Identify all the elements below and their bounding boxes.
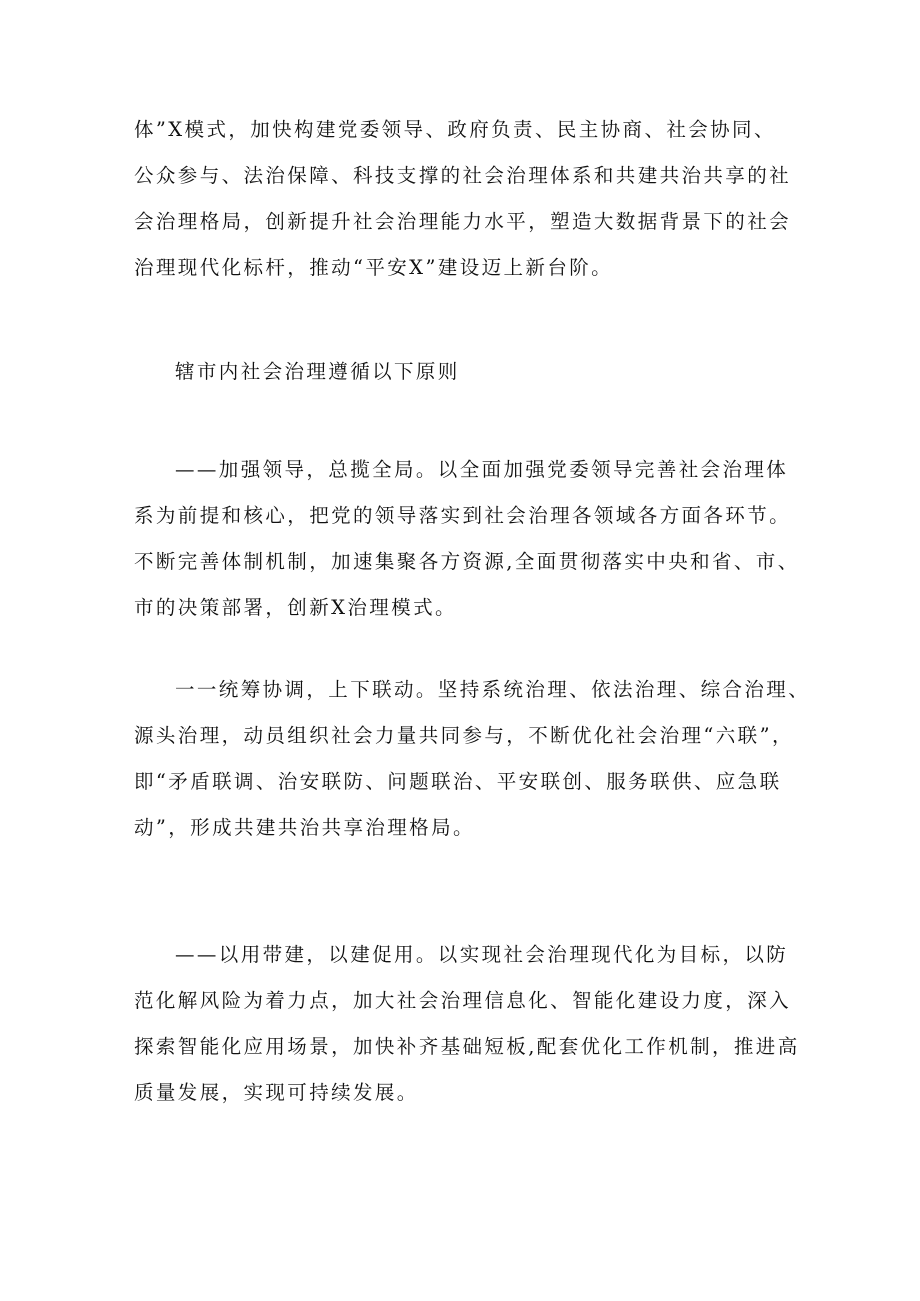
text-line: 公众参与、法治保障、科技支撑的社会治理体系和共建共治共享的社 xyxy=(134,164,792,187)
heading-text: 辖市内社会治理遵循以下原则 xyxy=(175,360,460,383)
text-line: 不断完善体制机制，加速集聚各方资源,全面贯彻落实中央和省、市、 xyxy=(134,550,800,573)
text-line: 一一统筹协调，上下联动。坚持系统治理、依法治理、综合治理、 xyxy=(175,678,811,701)
text-line: 市的决策部署，创新X治理模式。 xyxy=(134,596,457,619)
text-line: 会治理格局，创新提升社会治理能力水平，塑造大数据背景下的社会 xyxy=(134,210,792,233)
paragraph-continuation xyxy=(134,107,794,291)
text-line: 治理现代化标杆，推动“平安X”建设迈上新台阶。 xyxy=(134,256,614,279)
paragraph-principle-application xyxy=(134,932,800,1116)
text-line: 探索智能化应用场景，加快补齐基础短板,配套优化工作机制，推进高 xyxy=(134,1035,800,1058)
text-line: ——以用带建，以建促用。以实现社会治理现代化为目标，以防 xyxy=(175,943,789,966)
text-line: 范化解风险为着力点，加大社会治理信息化、智能化建设力度，深入 xyxy=(134,989,792,1012)
text-line: 源头治理，动员组织社会力量共同参与，不断优化社会治理“六联”， xyxy=(134,724,794,747)
text-line: 系为前提和核心，把党的领导落实到社会治理各领域各方面各环节。 xyxy=(134,504,792,527)
section-heading xyxy=(134,349,794,395)
text-line: 体”X模式，加快构建党委领导、政府负责、民主协商、社会协同、 xyxy=(134,118,776,141)
paragraph-principle-coordination xyxy=(134,667,811,851)
text-line: 动”，形成共建共治共享治理格局。 xyxy=(134,816,475,839)
paragraph-principle-leadership xyxy=(134,447,800,631)
text-line: 即“矛盾联调、治安联防、问题联治、平安联创、服务联供、应急联 xyxy=(134,770,782,793)
text-line: ——加强领导，总揽全局。以全面加强党委领导完善社会治理体 xyxy=(175,458,789,481)
text-line: 质量发展，实现可持续发展。 xyxy=(134,1081,419,1104)
